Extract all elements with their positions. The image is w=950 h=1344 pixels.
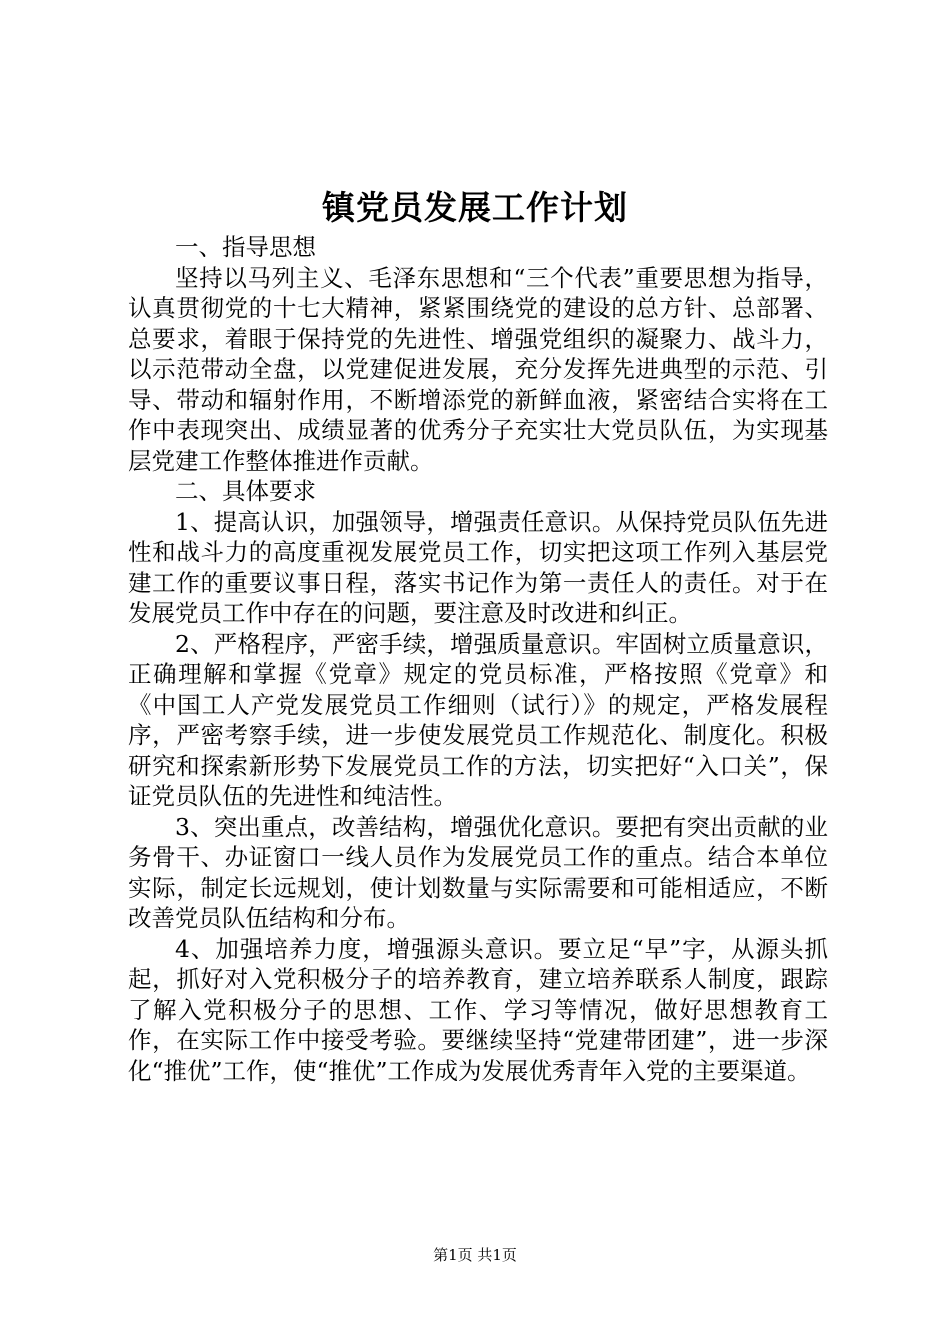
paragraph-guiding-ideology: 坚持以马列主义、毛泽东思想和“三个代表”重要思想为指导，认真贯彻党的十七大精神，紧紧围绕党的建设的总方针、总部署、总要求，着眼于保持党的先进性、增强党组织的凝聚力、战斗力，以示范带动全盘，以党建促进发展，充分发挥先进典型的示范、引导、带动和辐射作用，不断增添党的新鲜血液，紧密结合实将在工作中表现突出、成绩显著的优秀分子充实壮大党员队伍，为实现基层党建工作整体推进作贡献。 [128, 263, 828, 475]
document-body [128, 232, 828, 1086]
page-footer: 第1页 共1页 [433, 1246, 517, 1264]
paragraph-requirement-3: 3、突出重点，改善结构，增强优化意识。要把有突出贡献的业务骨干、办证窗口一线人员作为发展党员工作的重点。结合本单位实际，制定长远规划，使计划数量与实际需要和可能相适应，不断改善党员队伍结构和分布。 [128, 812, 828, 932]
paragraph-requirement-2: 2、严格程序，严密手续，增强质量意识。牢固树立质量意识，正确理解和掌握《党章》规定的党员标准，严格按照《党章》和《中国工人产党发展党员工作细则（试行）》的规定，严格发展程序，严密考察手续，进一步使发展党员工作规范化、制度化。积极研究和探索新形势下发展党员工作的方法，切实把好“入口关”，保证党员队伍的先进性和纯洁性。 [128, 629, 828, 810]
section-heading-guiding-ideology: 一、指导思想 [175, 233, 316, 261]
section-heading-specific-requirements: 二、具体要求 [175, 477, 316, 505]
paragraph-requirement-1: 1、提高认识，加强领导，增强责任意识。从保持党员队伍先进性和战斗力的高度重视发展党员工作，切实把这项工作列入基层党建工作的重要议事日程，落实书记作为第一责任人的责任。对于在发展党员工作中存在的问题，要注意及时改进和纠正。 [128, 507, 828, 627]
paragraph-requirement-4: 4、加强培养力度，增强源头意识。要立足“早”字，从源头抓起，抓好对入党积极分子的培养教育，建立培养联系人制度，跟踪了解入党积极分子的思想、工作、学习等情况，做好思想教育工作，在实际工作中接受考验。要继续坚持“党建带团建”，进一步深化“推优”工作，使“推优”工作成为发展优秀青年入党的主要渠道。 [128, 934, 828, 1085]
document-title: 镇党员发展工作计划 [322, 188, 628, 227]
